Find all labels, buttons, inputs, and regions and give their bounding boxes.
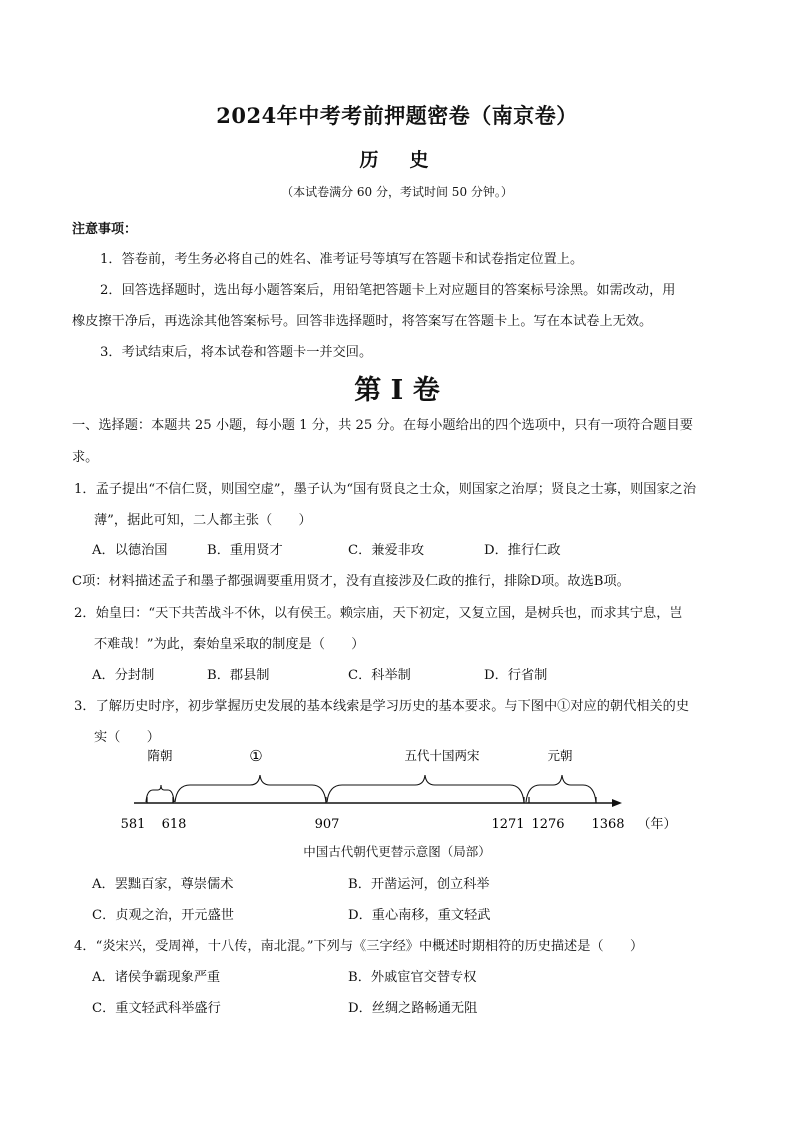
year-618: 618	[161, 817, 187, 832]
label-song: 五代十国两宋	[404, 748, 480, 763]
q4-option-a: A．诸侯争霸现象严重	[92, 970, 221, 985]
question-1-stem-cont: 薄”，据此可知，二人都主张（ ）	[94, 513, 312, 528]
year-1271: 1271	[491, 817, 525, 832]
question-3-stem-cont: 实（ ）	[94, 730, 160, 745]
brace-period-1	[175, 775, 326, 802]
section-intro-cont: 求。	[72, 450, 99, 465]
question-3-stem: 3．了解历史时序，初步掌握历史发展的基本线索是学习历史的基本要求。与下图中①对应的朝代相关的史	[74, 699, 690, 714]
year-1276: 1276	[531, 817, 565, 832]
subject-title: 历 史	[359, 149, 435, 171]
q1-option-c: C．兼爱非攻	[348, 543, 425, 558]
question-2-stem-cont: 不难哉！”为此，秦始皇采取的制度是（ ）	[94, 637, 365, 652]
q2-option-d: D．行省制	[484, 668, 548, 683]
notice-item-2-cont: 橡皮擦干净后，再选涂其他答案标号。回答非选择题时，将答案写在答题卡上。写在本试卷上无效。	[72, 314, 653, 329]
brace-yuan	[526, 775, 596, 802]
section-title: 第 I 卷	[354, 375, 440, 406]
brace-song	[327, 775, 524, 802]
year-907: 907	[314, 817, 340, 832]
exam-title: 2024年中考考前押题密卷（南京卷）	[216, 103, 578, 128]
q1-note: C项：材料描述孟子和墨子都强调要重用贤才，没有直接涉及仁政的推行，排除D项。故选B项。	[72, 574, 630, 589]
q2-option-a: A．分封制	[92, 668, 155, 683]
section-intro: 一、选择题：本题共 25 小题，每小题 1 分，共 25 分。在每小题给出的四个选项中，只有一项符合题目要	[72, 418, 693, 433]
timeline-arrow	[612, 799, 622, 807]
q1-option-d: D．推行仁政	[484, 543, 561, 558]
label-sui: 隋朝	[147, 748, 173, 763]
q4-option-d: D．丝绸之路畅通无阻	[348, 1001, 478, 1016]
q3-option-c: C．贞观之治，开元盛世	[92, 908, 234, 923]
notice-item-3: 3．考试结束后，将本试卷和答题卡一并交回。	[100, 345, 373, 360]
q2-option-c: C．科举制	[348, 668, 411, 683]
q2-option-b: B．郡县制	[207, 668, 270, 683]
year-1368: 1368	[591, 817, 625, 832]
year-581: 581	[120, 817, 146, 832]
notice-item-2: 2．回答选择题时，选出每小题答案后，用铅笔把答题卡上对应题目的答案标号涂黑。如需改动，用	[100, 283, 676, 298]
notice-heading: 注意事项：	[72, 222, 138, 237]
question-2-stem: 2．始皇曰：“天下共苦战斗不休，以有侯王。赖宗庙，天下初定，又复立国，是树兵也，而求其宁息，岂	[74, 606, 683, 621]
notice-item-1: 1．答卷前，考生务必将自己的姓名、准考证号等填写在答题卡和试卷指定位置上。	[100, 252, 584, 267]
year-unit: （年）	[637, 817, 677, 832]
label-period-1: ①	[249, 747, 263, 765]
q4-option-c: C．重文轻武科举盛行	[92, 1001, 221, 1016]
question-4-stem: 4．“炎宋兴，受周禅，十八传，南北混。”下列与《三字经》中概述时期相符的历史描述是（ ）	[74, 939, 644, 954]
q1-option-a: A．以德治国	[92, 543, 168, 558]
timeline-figure	[0, 740, 794, 840]
q4-option-b: B．外戚宦官交替专权	[348, 970, 477, 985]
q3-option-b: B．开凿运河，创立科举	[348, 877, 490, 892]
q3-option-d: D．重心南移，重文轻武	[348, 908, 491, 923]
brace-sui	[146, 785, 174, 802]
question-1-stem: 1．孟子提出“不信仁贤，则国空虚”，墨子认为“国有贤良之士众，则国家之治厚；贤良之士寡，则国家之治	[74, 482, 697, 497]
label-yuan: 元朝	[547, 748, 573, 763]
timeline-caption: 中国古代朝代更替示意图（局部）	[303, 844, 491, 859]
exam-info: （本试卷满分 60 分，考试时间 50 分钟。）	[281, 185, 513, 199]
q3-option-a: A．罢黜百家，尊崇儒术	[92, 877, 234, 892]
q1-option-b: B．重用贤才	[207, 543, 283, 558]
